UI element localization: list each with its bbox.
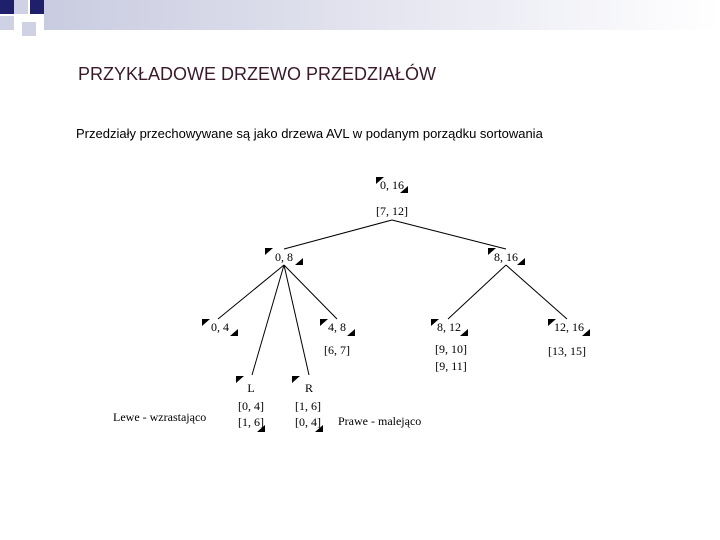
note-right-descending: Prawe - malejąco bbox=[338, 414, 422, 428]
node-corner bbox=[202, 319, 210, 326]
left-right-node-label: 4, 8 bbox=[328, 320, 346, 334]
note-left-ascending: Lewe - wzrastająco bbox=[113, 410, 207, 424]
node-corner bbox=[347, 329, 355, 336]
left-node-label: 0, 8 bbox=[275, 250, 293, 264]
list-l-item: [0, 4] bbox=[238, 399, 264, 413]
list-edge bbox=[284, 265, 309, 375]
left-right-stored-interval: [6, 7] bbox=[324, 343, 350, 357]
node-corner bbox=[460, 329, 468, 336]
node-corner bbox=[236, 376, 244, 383]
tree-edge bbox=[506, 265, 567, 319]
right-right-node-label: 12, 16 bbox=[554, 320, 584, 334]
tree-edge bbox=[392, 220, 506, 249]
list-edge bbox=[252, 265, 284, 375]
node-corner bbox=[517, 258, 525, 265]
list-r-label: R bbox=[304, 381, 314, 395]
list-l-label: L bbox=[247, 381, 255, 395]
tree-edge bbox=[448, 265, 506, 319]
right-left-stored-interval: [9, 10] bbox=[435, 342, 467, 356]
left-left-node-label: 0, 4 bbox=[211, 320, 229, 334]
right-left-node-label: 8, 12 bbox=[437, 320, 461, 334]
root-stored-interval: [7, 12] bbox=[376, 204, 408, 218]
root-node-label: 0, 16 bbox=[380, 178, 404, 192]
list-r-item: [1, 6] bbox=[295, 399, 321, 413]
page-title: PRZYKŁADOWE DRZEWO PRZEDZIAŁÓW bbox=[78, 64, 437, 84]
tree-edge bbox=[218, 265, 284, 319]
list-r-item: [0, 4] bbox=[295, 415, 321, 429]
tree-edge bbox=[284, 265, 337, 319]
page-subtitle: Przedziały przechowywane są jako drzewa AVL w podanym porządku sortowania bbox=[76, 126, 543, 141]
node-corner bbox=[295, 258, 303, 265]
node-corner bbox=[265, 248, 273, 255]
right-node-label: 8, 16 bbox=[494, 250, 518, 264]
node-corner bbox=[230, 329, 238, 336]
right-left-stored-interval: [9, 11] bbox=[435, 359, 467, 373]
node-corner bbox=[292, 376, 300, 383]
tree-edge bbox=[284, 220, 392, 249]
list-l-item: [1, 6] bbox=[238, 415, 264, 429]
node-corner bbox=[320, 319, 328, 326]
right-right-stored-interval: [13, 15] bbox=[548, 344, 586, 358]
